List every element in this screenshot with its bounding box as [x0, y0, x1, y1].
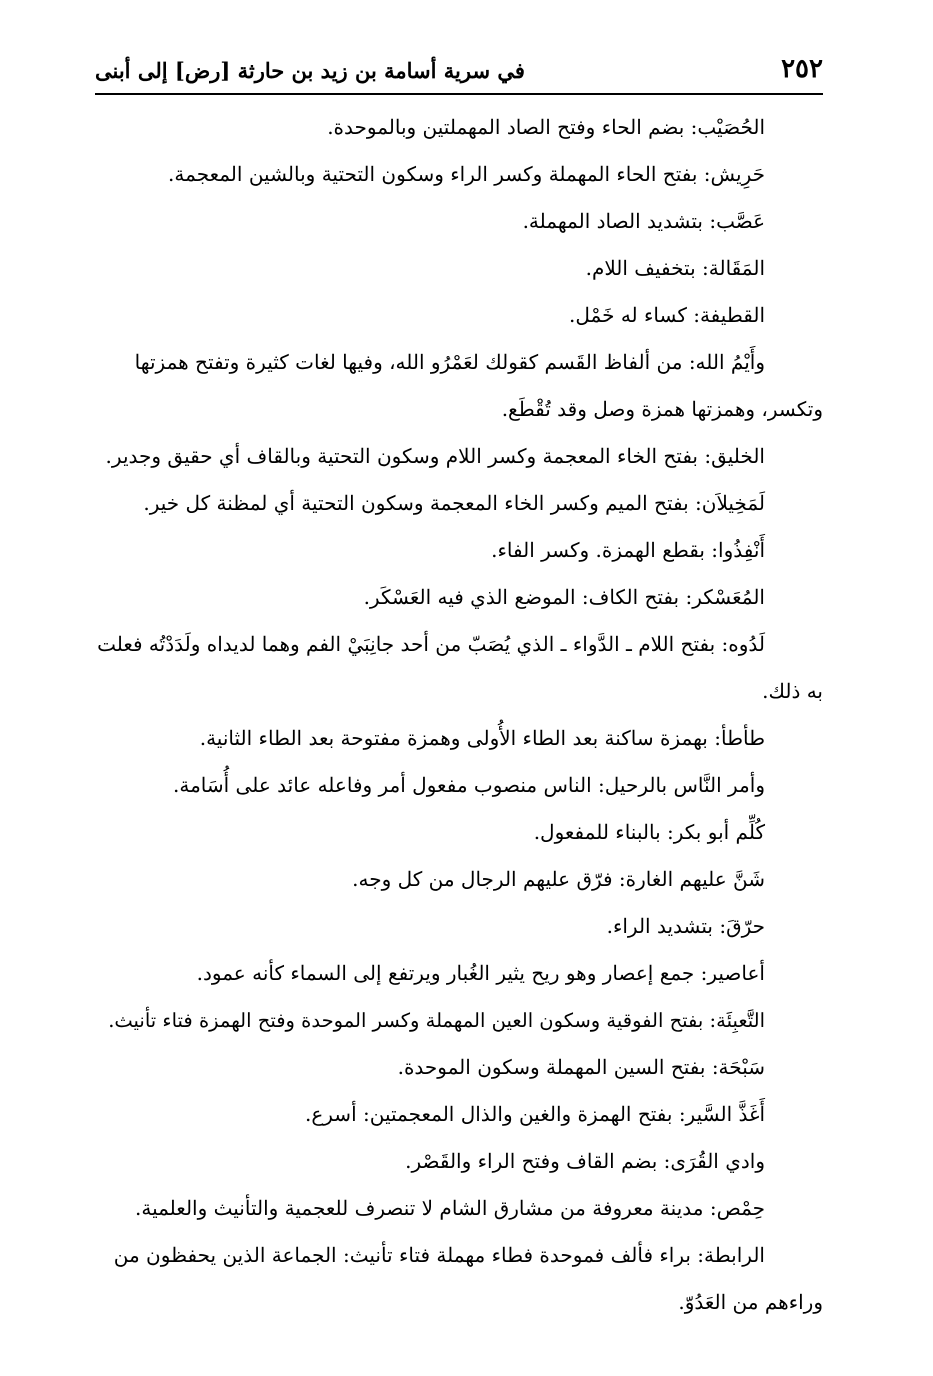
glossary-entry — [95, 1232, 823, 1326]
glossary-entry: القطيفة: كساء له خَمْل. — [569, 303, 765, 327]
entry-line-2: وراءهم من العَدُوّ. — [678, 1290, 823, 1314]
glossary-entry: حِمْص: مدينة معروفة من مشارق الشام لا تنصرف للعجمية والتأنيث والعلمية. — [135, 1196, 765, 1220]
glossary-entry: الحُصَيْب: بضم الحاء وفتح الصاد المهملتين وبالموحدة. — [327, 115, 765, 139]
running-title: في سرية أسامة بن زيد بن حارثة [رض] إلى أبنى — [95, 58, 525, 83]
glossary-entry: الخليق: بفتح الخاء المعجمة وكسر اللام وسكون التحتية وبالقاف أي حقيق وجدير. — [105, 444, 765, 468]
glossary-entry: حرّقَ: بتشديد الراء. — [606, 914, 765, 938]
glossary-entry: طأطأ: بهمزة ساكنة بعد الطاء الأُولى وهمزة مفتوحة بعد الطاء الثانية. — [199, 726, 765, 750]
entry-line-2: به ذلك. — [762, 679, 823, 703]
glossary-entry — [95, 621, 823, 715]
glossary-entry: لَمَخِيلاَن: بفتح الميم وكسر الخاء المعجمة وسكون التحتية أي لمظنة كل خير. — [143, 491, 765, 515]
glossary-entry: سَبْحَة: بفتح السين المهملة وسكون الموحدة. — [397, 1055, 765, 1079]
entry-line-1: لَدُوه: بفتح اللام ـ الدَّواء ـ الذي يُصَبّ من أحد جانِبَيْ الفم وهما لديداه ولَدَدْتُه فعلت — [97, 632, 765, 656]
page-number: ٢٥٢ — [781, 54, 823, 84]
glossary-entry: عَصَّب: بتشديد الصاد المهملة. — [522, 209, 765, 233]
glossary-entry: شَنَّ عليهم الغارة: فرّق عليهم الرجال من كل وجه. — [352, 867, 765, 891]
glossary-entry: أعاصير: جمع إعصار وهو ريح يثير الغُبار ويرتفع إلى السماء كأنه عمود. — [196, 961, 765, 985]
entry-line-1: الرابطة: براء فألف فموحدة فطاء مهملة فتاء تأنيث: الجماعة الذين يحفظون من — [113, 1243, 765, 1267]
glossary-entry: التَّعبِئَة: بفتح الفوقية وسكون العين المهملة وكسر الموحدة وفتح الهمزة فتاء تأنيث. — [108, 1009, 765, 1032]
glossary-entry: حَرِيش: بفتح الحاء المهملة وكسر الراء وسكون التحتية وبالشين المعجمة. — [168, 162, 765, 186]
entry-line-1: وأَيْمُ الله: من ألفاظ القَسم كقولك لعَمْرُو الله، وفيها لغات كثيرة وتفتح همزتها — [134, 350, 765, 374]
page-header — [95, 52, 823, 90]
header-divider — [95, 93, 823, 95]
glossary-entry: المَقَالة: بتخفيف اللام. — [585, 256, 765, 280]
glossary-body — [95, 104, 823, 1326]
glossary-entry: المُعَسْكر: بفتح الكاف: الموضع الذي فيه العَسْكَر. — [363, 585, 765, 609]
entry-line-2: وتكسر، وهمزتها همزة وصل وقد تُقْطَع. — [501, 397, 823, 421]
glossary-entry: كُلِّم أبو بكر: بالبناء للمفعول. — [533, 820, 765, 844]
glossary-entry: وادي القُرَى: بضم القاف وفتح الراء والقَصْر. — [405, 1149, 765, 1173]
glossary-entry: وأمر النَّاس بالرحيل: الناس منصوب مفعول أمر وفاعله عائد على أُسَامة. — [172, 773, 765, 797]
glossary-entry: أَغَذَّ السَّير: بفتح الهمزة والغين والذال المعجمتين: أسرع. — [304, 1102, 765, 1126]
glossary-entry: أَنْفِذُوا: بقطع الهمزة. وكسر الفاء. — [491, 538, 765, 562]
glossary-entry — [95, 339, 823, 433]
